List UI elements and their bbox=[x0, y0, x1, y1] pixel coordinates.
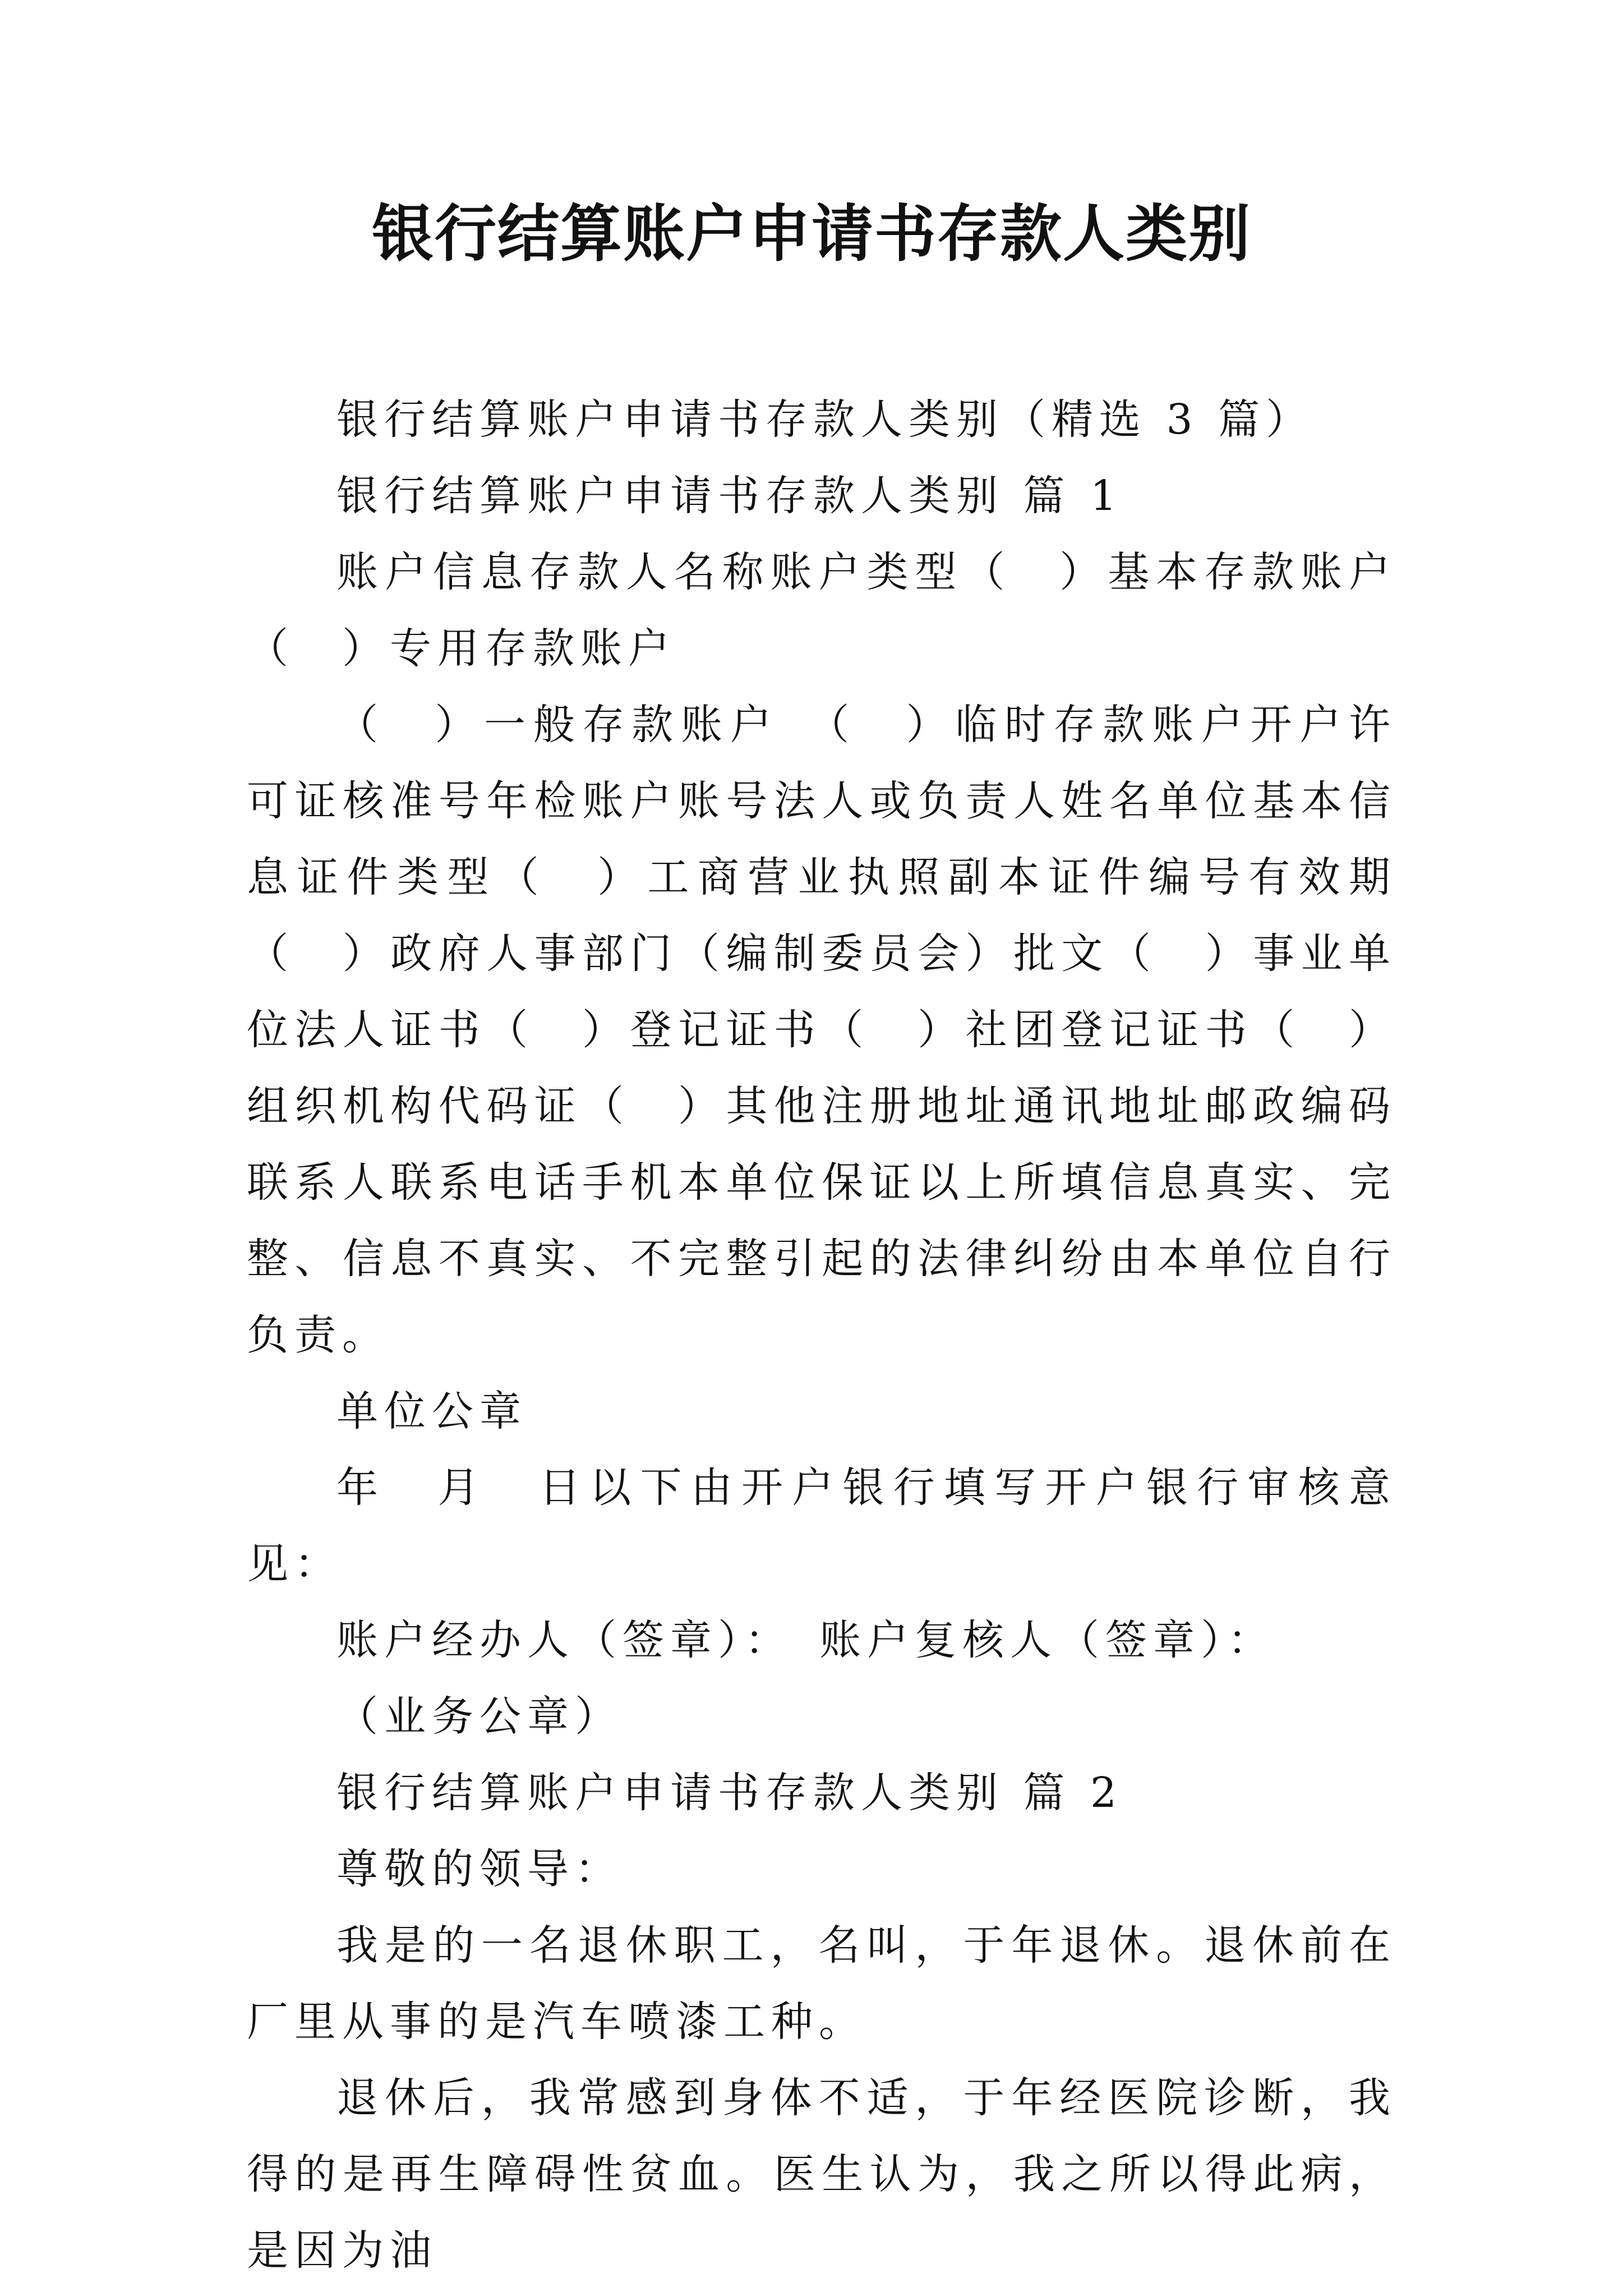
paragraph-salutation: 尊敬的领导： bbox=[336, 1845, 623, 1893]
paragraph-letter-illness: 退休后，我常感到身体不适，于年经医院诊断，我得的是再生障碍性贫血。医生认为，我之所以得此病，是因为油 bbox=[247, 2074, 1396, 2275]
paragraph-letter-intro: 我是的一名退休职工，名叫，于年退休。退休前在厂里从事的是汽车喷漆工种。 bbox=[247, 1921, 1396, 2046]
paragraph-business-seal: （业务公章） bbox=[336, 1692, 623, 1741]
paragraph-account-details: （ ）一般存款账户 （ ）临时存款账户开户许可证核准号年检账户账号法人或负责人姓名单位基本信息证件类型（ ）工商营业执照副本证件编号有效期（ ）政府人事部门（编制委员会）批文（ ）事业单位法人证书（ ）登记证书（ ）社团登记证书（ ）组织机构代码证（ ）其他注册地址通讯地址邮政编码联系人联系电话手机本单位保证以上所填信息真实、完整、信息不真实、不完整引起的法律纠纷由本单位自行负责。 bbox=[247, 701, 1396, 1359]
paragraph-section-2-heading: 银行结算账户申请书存款人类别 篇 2 bbox=[336, 1769, 1123, 1817]
paragraph-date-bank-review: 年 月 日以下由开户银行填写开户银行审核意见： bbox=[247, 1464, 1396, 1588]
paragraph-account-info: 账户信息存款人名称账户类型（ ）基本存款账户（ ）专用存款账户 bbox=[247, 548, 1396, 673]
paragraph-subtitle: 银行结算账户申请书存款人类别（精选 3 篇） bbox=[336, 395, 1314, 444]
paragraph-section-1-heading: 银行结算账户申请书存款人类别 篇 1 bbox=[336, 472, 1123, 520]
document-body bbox=[247, 381, 1396, 2289]
paragraph-unit-seal: 单位公章 bbox=[336, 1387, 527, 1435]
document-title: 银行结算账户申请书存款人类别 bbox=[372, 198, 1251, 270]
paragraph-signatures: 账户经办人（签章）： 账户复核人（签章）： bbox=[336, 1616, 1275, 1664]
